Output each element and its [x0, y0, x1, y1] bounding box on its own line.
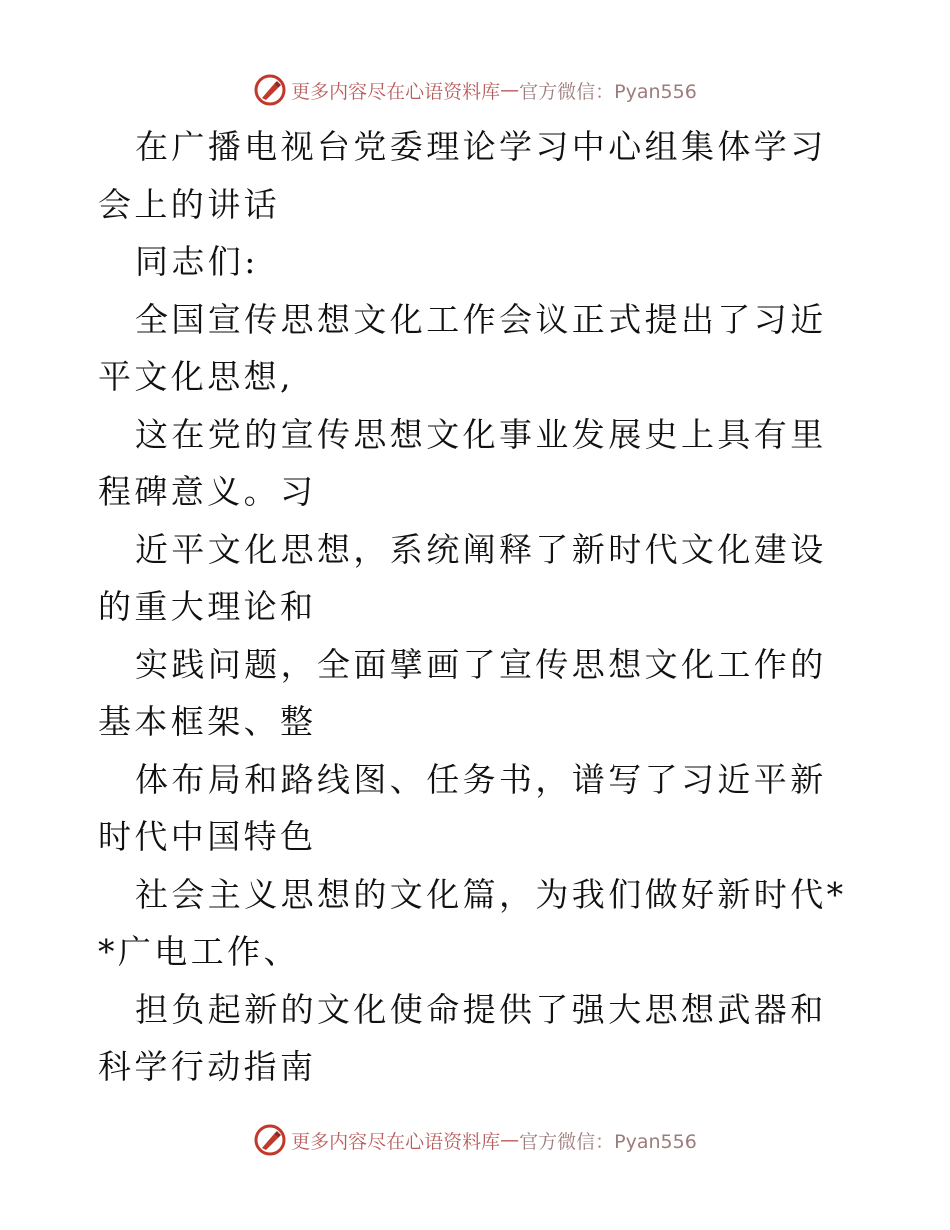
paragraph-4: 实践问题，全面擘画了宣传思想文化工作的基本框架、整 [98, 644, 827, 741]
paragraph-title: 在广播电视台党委理论学习中心组集体学习会上的讲话 [98, 127, 827, 224]
paragraph-1: 全国宣传思想文化工作会议正式提出了习近平文化思想, [98, 299, 827, 396]
footer-banner [0, 1120, 950, 1160]
header-banner-wechat: 官方微信：Pyan556 [519, 80, 697, 103]
document-body [98, 118, 858, 1096]
header-banner [0, 70, 950, 110]
pen-logo-icon [253, 73, 287, 107]
footer-banner-text: 更多内容尽在心语资料库 [291, 1130, 501, 1153]
paragraph-6: 社会主义思想的文化篇，为我们做好新时代**广电工作、 [98, 874, 847, 971]
pen-logo-icon [253, 1123, 287, 1157]
footer-banner-dash: — [500, 1129, 520, 1151]
footer-banner-wechat: 官方微信：Pyan556 [519, 1130, 697, 1153]
header-banner-dash: — [500, 79, 520, 101]
paragraph-salutation: 同志们: [135, 242, 259, 281]
paragraph-5: 体布局和路线图、任务书，谱写了习近平新时代中国特色 [98, 759, 827, 856]
paragraph-7: 担负起新的文化使命提供了强大思想武器和科学行动指南 [98, 989, 827, 1086]
header-banner-text: 更多内容尽在心语资料库 [291, 80, 501, 103]
paragraph-2: 这在党的宣传思想文化事业发展史上具有里程碑意义。习 [98, 414, 827, 511]
paragraph-3: 近平文化思想，系统阐释了新时代文化建设的重大理论和 [98, 529, 827, 626]
